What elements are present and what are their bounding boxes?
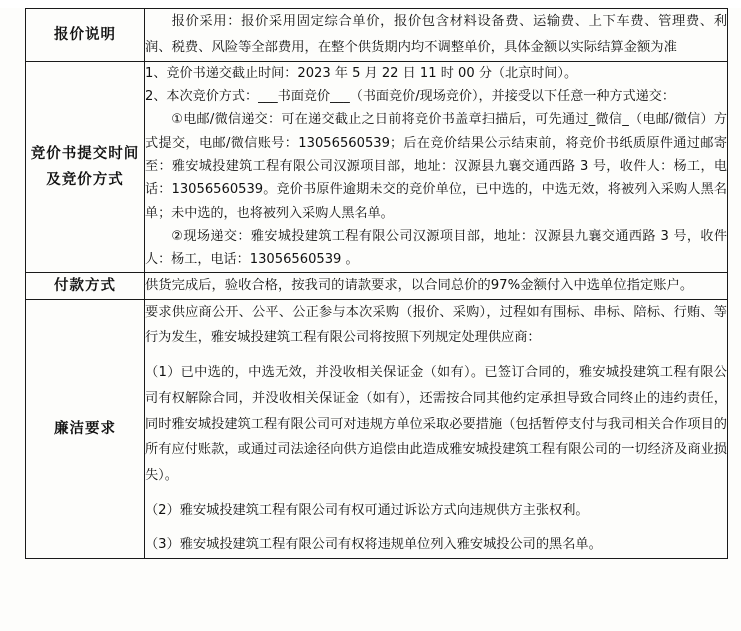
row-label-line: 廉洁要求 xyxy=(54,420,116,437)
paragraph: 1、竞价书递交截止时间：2023 年 5 月 22 日 11 时 00 分（北京时间）。 xyxy=(145,65,578,81)
row-label-line: 竞价书提交时间 xyxy=(30,145,140,162)
row-label-integrity xyxy=(26,299,145,559)
row-label-line: 及竞价方式 xyxy=(46,171,124,188)
row-content-payment xyxy=(145,272,728,299)
row-label-line: 付款方式 xyxy=(54,277,116,294)
table-row-submission xyxy=(26,61,728,272)
table-row-payment xyxy=(26,272,728,299)
table-row-integrity xyxy=(26,299,728,559)
row-content-submission xyxy=(145,61,728,272)
document-page xyxy=(0,8,741,631)
row-label-payment xyxy=(26,272,145,299)
paragraph: 要求供应商公开、公平、公正参与本次采购（报价、采购），过程如有围标、串标、陪标、行贿、等行为发生，雅安城投建筑工程有限公司将按照下列规定处理供应商： xyxy=(145,304,727,346)
paragraph: （2）雅安城投建筑工程有限公司有权可通过诉讼方式向违规供方主张权利。 xyxy=(145,502,589,518)
row-content-integrity xyxy=(145,299,728,559)
terms-table xyxy=(25,8,728,559)
paragraph: 供货完成后，验收合格，按我司的请款要求，以合同总价的97%金额付入中选单位指定账户。 xyxy=(145,277,694,293)
row-label-quote-note xyxy=(26,9,145,62)
paragraph: 报价采用：报价采用固定综合单价，报价包含材料设备费、运输费、上下车费、管理费、利润、税费、风险等全部费用，在整个供货期内均不调整单价，具体金额以实际结算金额为准 xyxy=(145,14,727,55)
paragraph: （3）雅安城投建筑工程有限公司有权将违规单位列入雅安城投公司的黑名单。 xyxy=(145,537,602,553)
row-label-submission xyxy=(26,61,145,272)
row-content-quote-note xyxy=(145,9,728,62)
table-row-quote-note xyxy=(26,9,728,62)
paragraph: （1）已中选的，中选无效，并没收相关保证金（如有）。已签订合同的，雅安城投建筑工程有限公司有权解除合同，并没收相关保证金（如有），还需按合同其他约定承担导致合同终止的违约责任，同时雅安城投建筑工程有限公司可对违规方单位采取必要措施（包括暂停支付与我司相关合作项目的所有应付账款，或通过司法途径向供方追偿由此造成雅安城投建筑工程有限公司的一切经济及商业损失）。 xyxy=(145,365,727,484)
paragraph: ①电邮/微信递交：可在递交截止之日前将竞价书盖章扫描后，可先通过_微信_（电邮/微信）方式提交，电邮/微信账号：13056560539；后在竞价结果公示结束前，将竞价书纸质原件通过邮寄至：雅安城投建筑工程有限公司汉源项目部，地址：汉源县九襄交通西路 3 号，收件人：杨工，电话：13056560539。竞价书原件逾期未交的竞价单位，已中选的，中选无效，将被列入采购人黑名单；未中选的，也将被列入采购人黑名单。 xyxy=(145,112,727,221)
row-label-line: 报价说明 xyxy=(54,26,116,43)
paragraph: 2、本次竞价方式：___书面竞价___（书面竞价/现场竞价），并接受以下任意一种方式递交： xyxy=(145,89,675,105)
paragraph: ②现场递交：雅安城投建筑工程有限公司汉源项目部，地址：汉源县九襄交通西路 3 号，收件人：杨工，电话：13056560539 。 xyxy=(145,228,727,268)
